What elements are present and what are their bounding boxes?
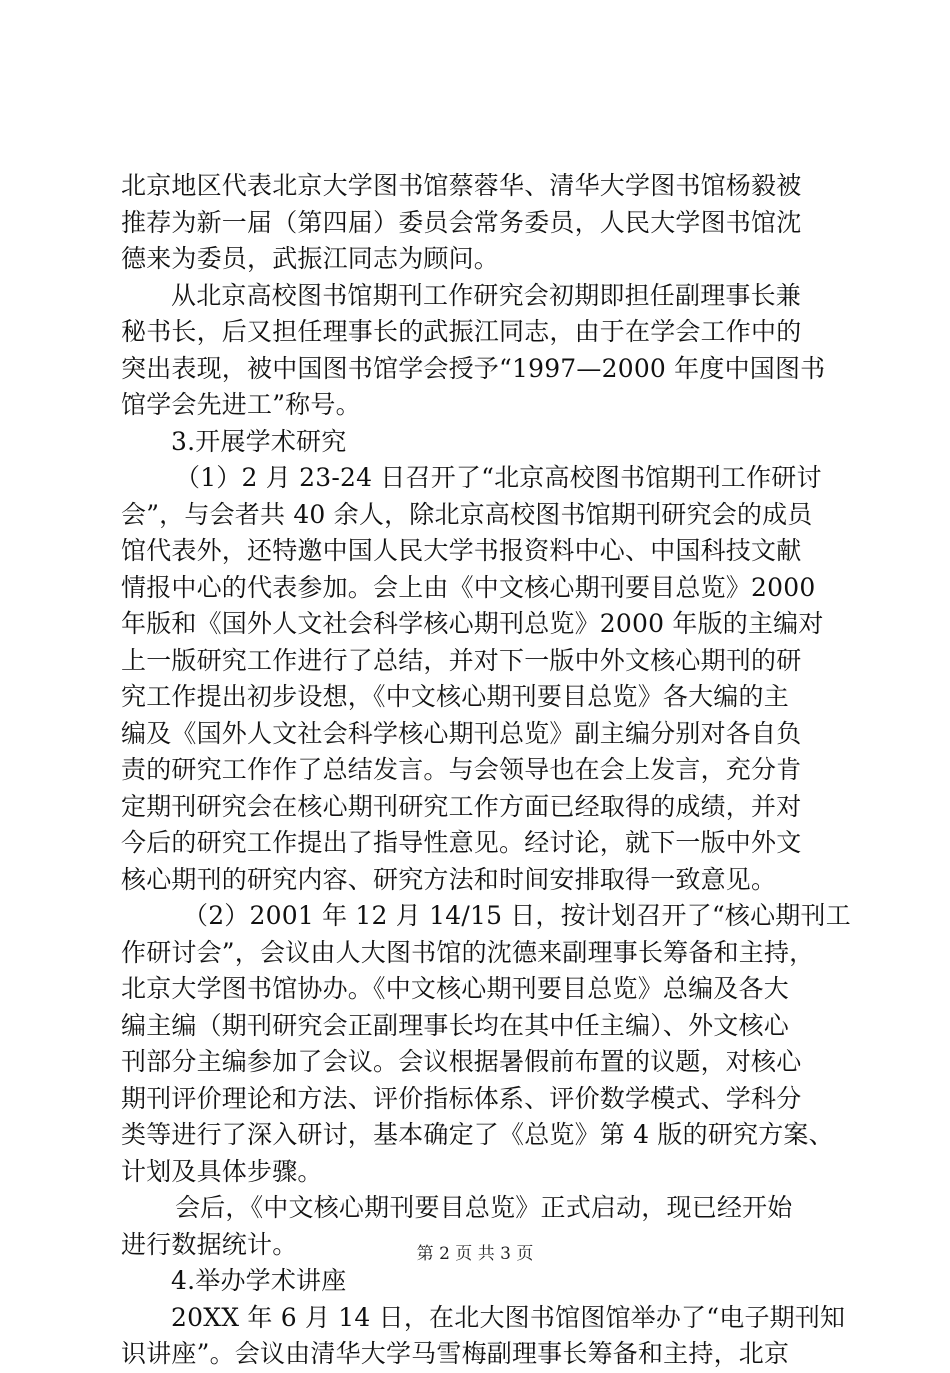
section-heading: 4.举办学术讲座 [171, 1266, 347, 1295]
text-line: 编主编（期刊研究会正副理事长均在其中任主编）、外文核心 [121, 1010, 789, 1040]
section-heading: 3.开展学术研究 [171, 426, 347, 456]
text-line: 会后，《中文核心期刊要目总览》正式启动，现已经开始 [175, 1193, 793, 1222]
text-line: 期刊评价理论和方法、评价指标体系、评价数学模式、学科分 [121, 1083, 802, 1113]
text-line: 定期刊研究会在核心期刊研究工作方面已经取得的成绩，并对 [121, 791, 802, 821]
text-line: （2）2001 年 12 月 14/15 日，按计划召开了“核心期刊工 [183, 901, 851, 930]
text-line: 进行数据统计。 [121, 1229, 298, 1259]
text-line: 类等进行了深入研讨，基本确定了《总览》第 4 版的研究方案、 [121, 1120, 834, 1149]
text-line: 20XX 年 6 月 14 日，在北大图书馆图馆举办了“电子期刊知 [171, 1302, 846, 1332]
text-line: 从北京高校图书馆期刊工作研究会初期即担任副理事长兼 [171, 280, 802, 310]
document-body [121, 168, 851, 1373]
text-line: 馆学会先进工”称号。 [121, 390, 361, 419]
text-line: 识讲座”。会议由清华大学马雪梅副理事长筹备和主持，北京 [121, 1339, 790, 1368]
text-line: 馆代表外，还特邀中国人民大学书报资料中心、中国科技文献 [121, 536, 802, 565]
text-line: 责的研究工作作了总结发言。与会领导也在会上发言，充分肯 [121, 755, 802, 784]
text-line: 刊部分主编参加了会议。会议根据暑假前布置的议题，对核心 [121, 1047, 802, 1076]
text-line: 北京大学图书馆协办。《中文核心期刊要目总览》总编及各大 [121, 974, 789, 1003]
text-line: 计划及具体步骤。 [121, 1156, 323, 1186]
text-line: 突出表现，被中国图书馆学会授予“1997—2000 年度中国图书 [121, 353, 826, 383]
text-line: 核心期刊的研究内容、研究方法和时间安排取得一致意见。 [121, 864, 777, 894]
text-line: 今后的研究工作提出了指导性意见。经讨论，就下一版中外文 [121, 828, 802, 857]
text-line: 北京地区代表北京大学图书馆蔡蓉华、清华大学图书馆杨毅被 [121, 171, 802, 200]
text-line: 德来为委员，武振江同志为顾问。 [121, 244, 500, 273]
text-line: （1）2 月 23-24 日召开了“北京高校图书馆期刊工作研讨 [175, 463, 822, 492]
text-line: 究工作提出初步设想，《中文核心期刊要目总览》各大编的主 [121, 682, 789, 711]
text-line: 情报中心的代表参加。会上由《中文核心期刊要目总览》2000 [121, 572, 816, 602]
text-line: 编及《国外人文社会科学核心期刊总览》副主编分别对各自负 [121, 718, 802, 748]
text-line: 作研讨会”，会议由人大图书馆的沈德来副理事长筹备和主持， [121, 937, 815, 967]
text-line: 秘书长，后又担任理事长的武振江同志，由于在学会工作中的 [121, 317, 802, 346]
text-line: 会”，与会者共 40 余人，除北京高校图书馆期刊研究会的成员 [121, 499, 813, 529]
text-line: 上一版研究工作进行了总结，并对下一版中外文核心期刊的研 [121, 645, 802, 675]
text-line: 年版和《国外人文社会科学核心期刊总览》2000 年版的主编对 [121, 609, 824, 638]
page-footer [0, 1244, 950, 1264]
text-line: 推荐为新一届（第四届）委员会常务委员，人民大学图书馆沈 [121, 207, 802, 237]
page-number: 第 2 页 共 3 页 [416, 1244, 534, 1264]
